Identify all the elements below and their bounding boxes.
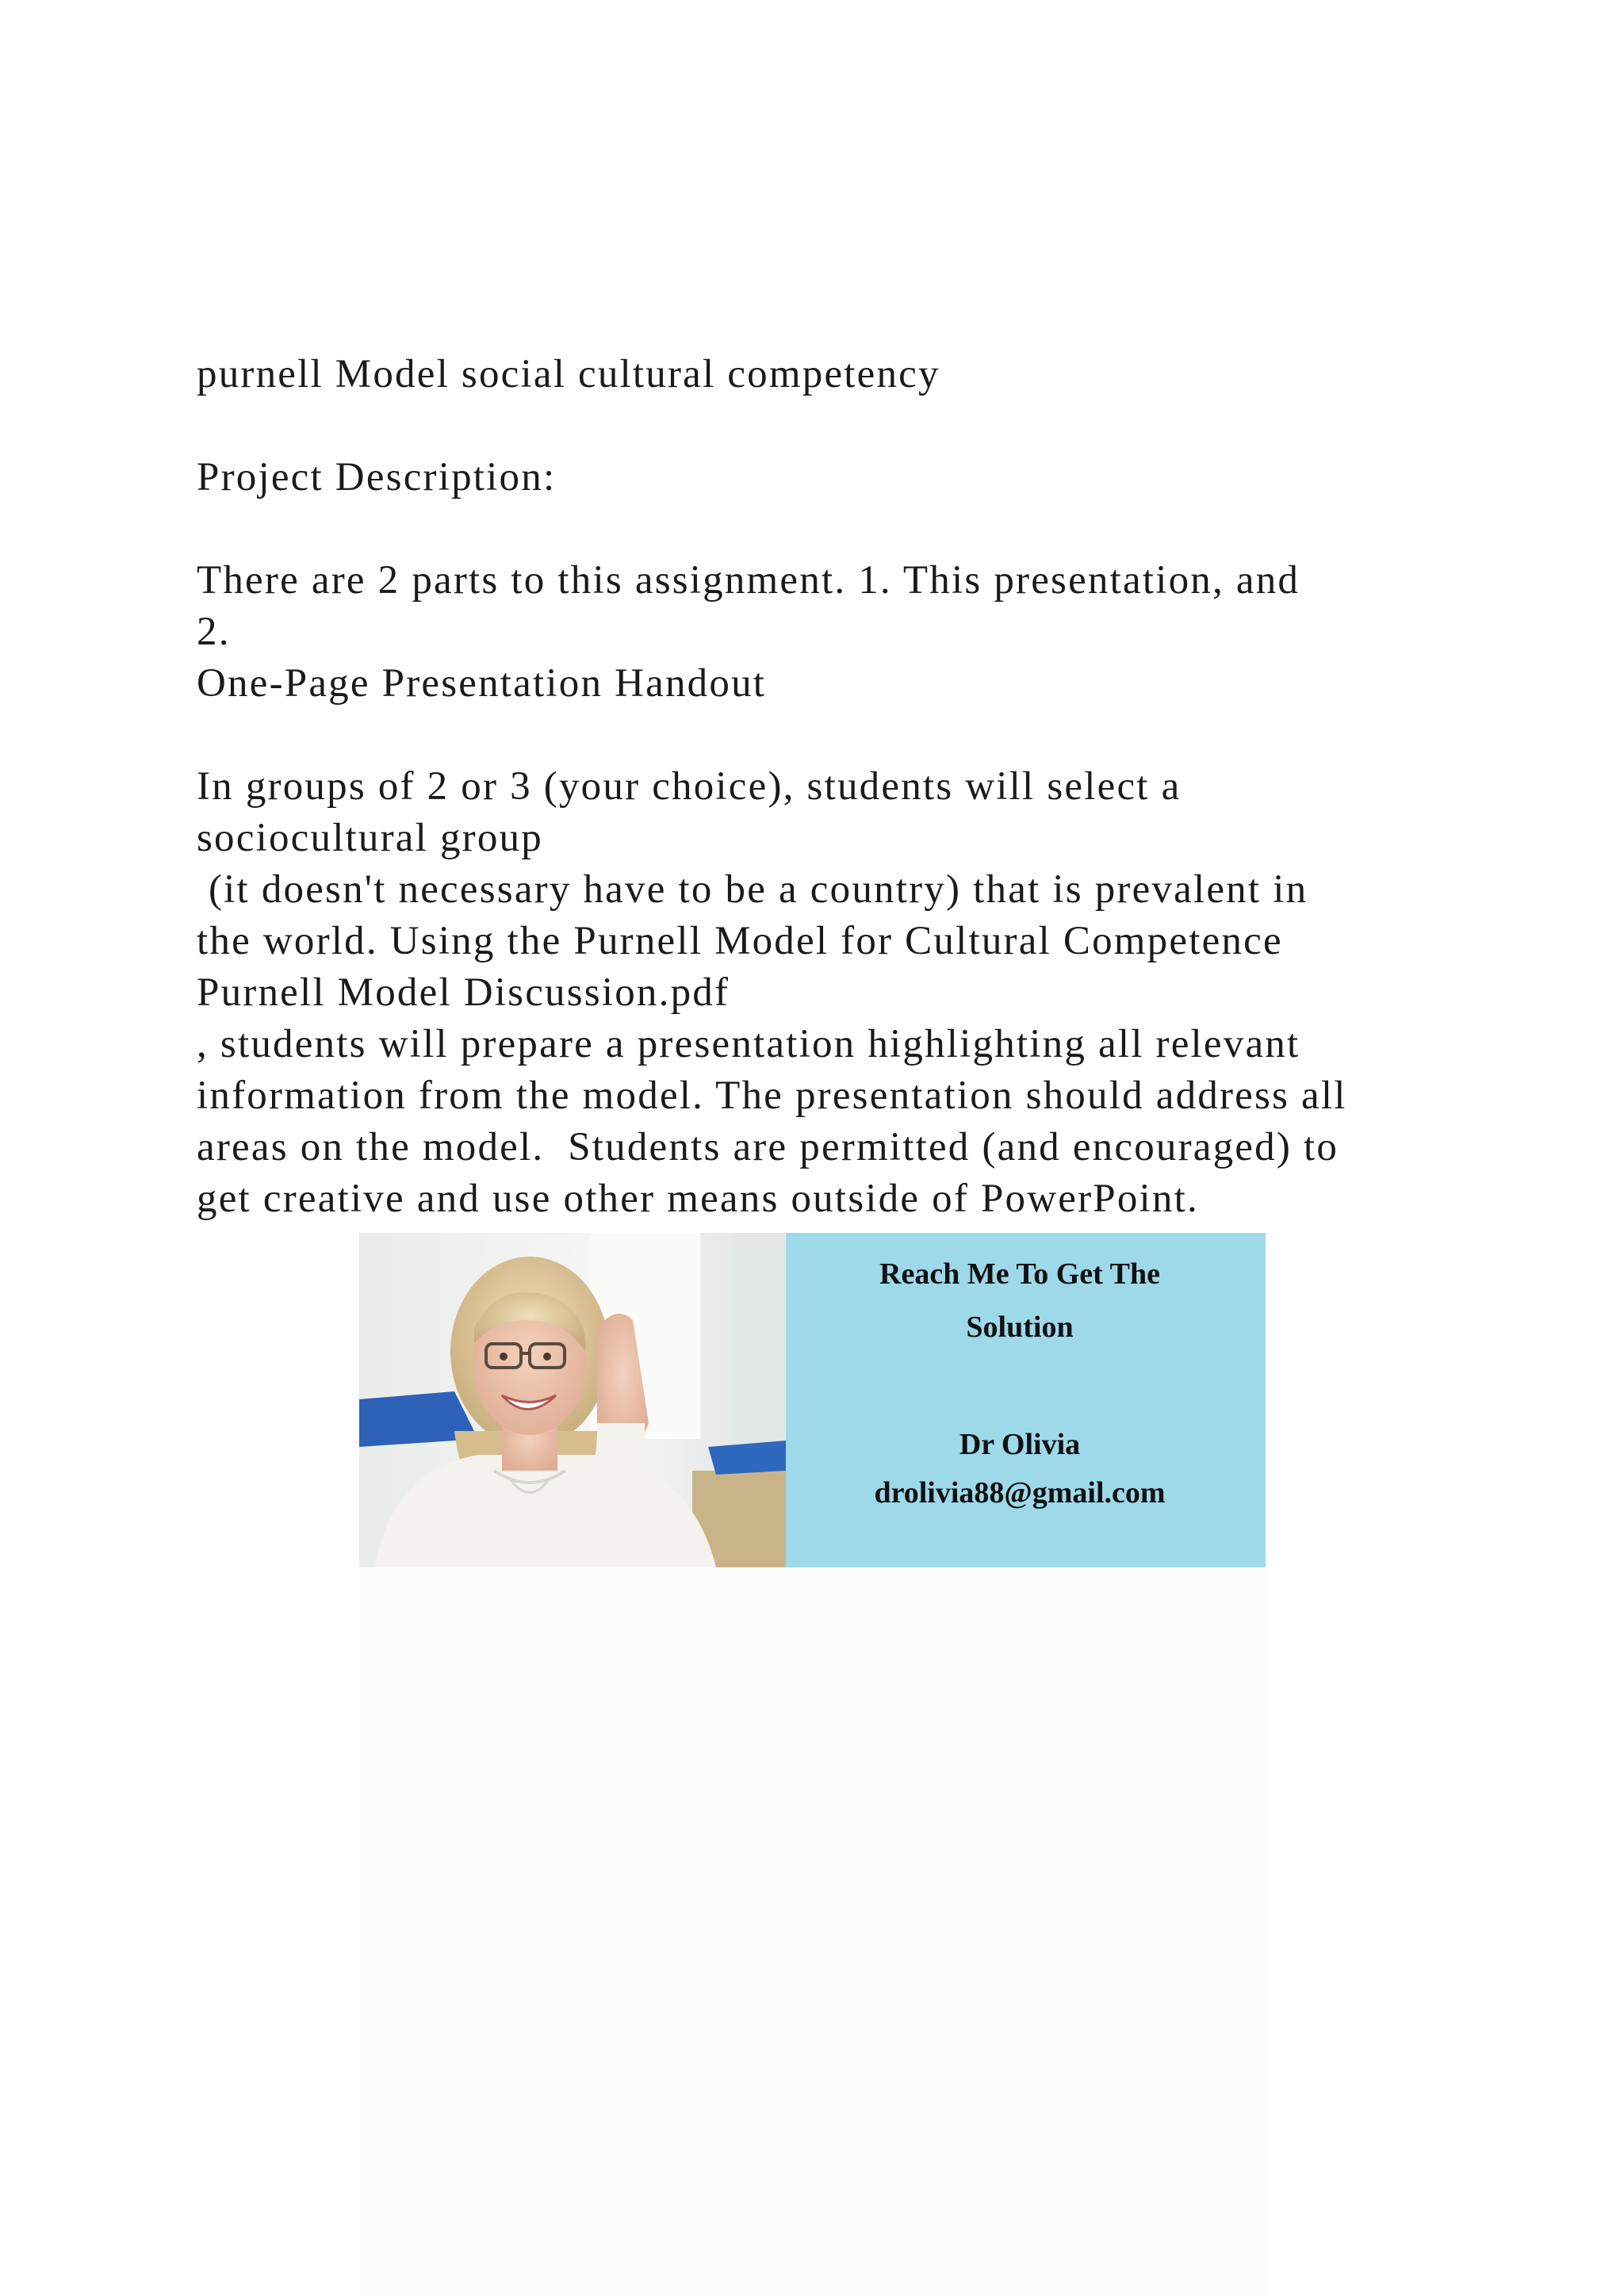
contact-name: Dr Olivia	[959, 1428, 1081, 1461]
paragraph-line: the world. Using the Purnell Model for Cultural Competence	[197, 919, 1283, 963]
paragraph-line: (it doesn't necessary have to be a country) that is prevalent in	[197, 867, 1308, 912]
paragraph-line: One-Page Presentation Handout	[197, 661, 767, 706]
section-heading: Project Description:	[197, 455, 557, 499]
paragraph-line: 2.	[197, 610, 231, 654]
paragraph-line: information from the model. The presentation should address all	[197, 1073, 1347, 1118]
banner-headline: Reach Me To Get The	[879, 1257, 1160, 1291]
paragraph-line: In groups of 2 or 3 (your choice), students will select a	[197, 764, 1182, 809]
spacer	[197, 503, 1505, 555]
contact-banner	[359, 1233, 1266, 1567]
woman-photo	[359, 1233, 786, 1567]
paragraph-line: get creative and use other means outside of PowerPoint.	[197, 1177, 1199, 1221]
paragraph-line: sociocultural group	[197, 816, 543, 860]
document-title: purnell Model social cultural competency	[197, 352, 940, 396]
paragraph-line: , students will prepare a presentation highlighting all relevant	[197, 1022, 1300, 1066]
contact-panel	[786, 1233, 1266, 1567]
spacer	[197, 710, 1505, 761]
spacer	[197, 400, 1505, 452]
paragraph-line: There are 2 parts to this assignment. 1. This presentation, and	[197, 558, 1300, 603]
contact-email: drolivia88@gmail.com	[874, 1476, 1166, 1510]
paragraph-line: areas on the model. Students are permitted (and encouraged) to	[197, 1125, 1339, 1169]
blank-area	[359, 1567, 1266, 2296]
document-body	[197, 349, 1505, 1225]
paragraph-line: Purnell Model Discussion.pdf	[197, 970, 730, 1015]
banner-subheadline: Solution	[966, 1311, 1074, 1344]
